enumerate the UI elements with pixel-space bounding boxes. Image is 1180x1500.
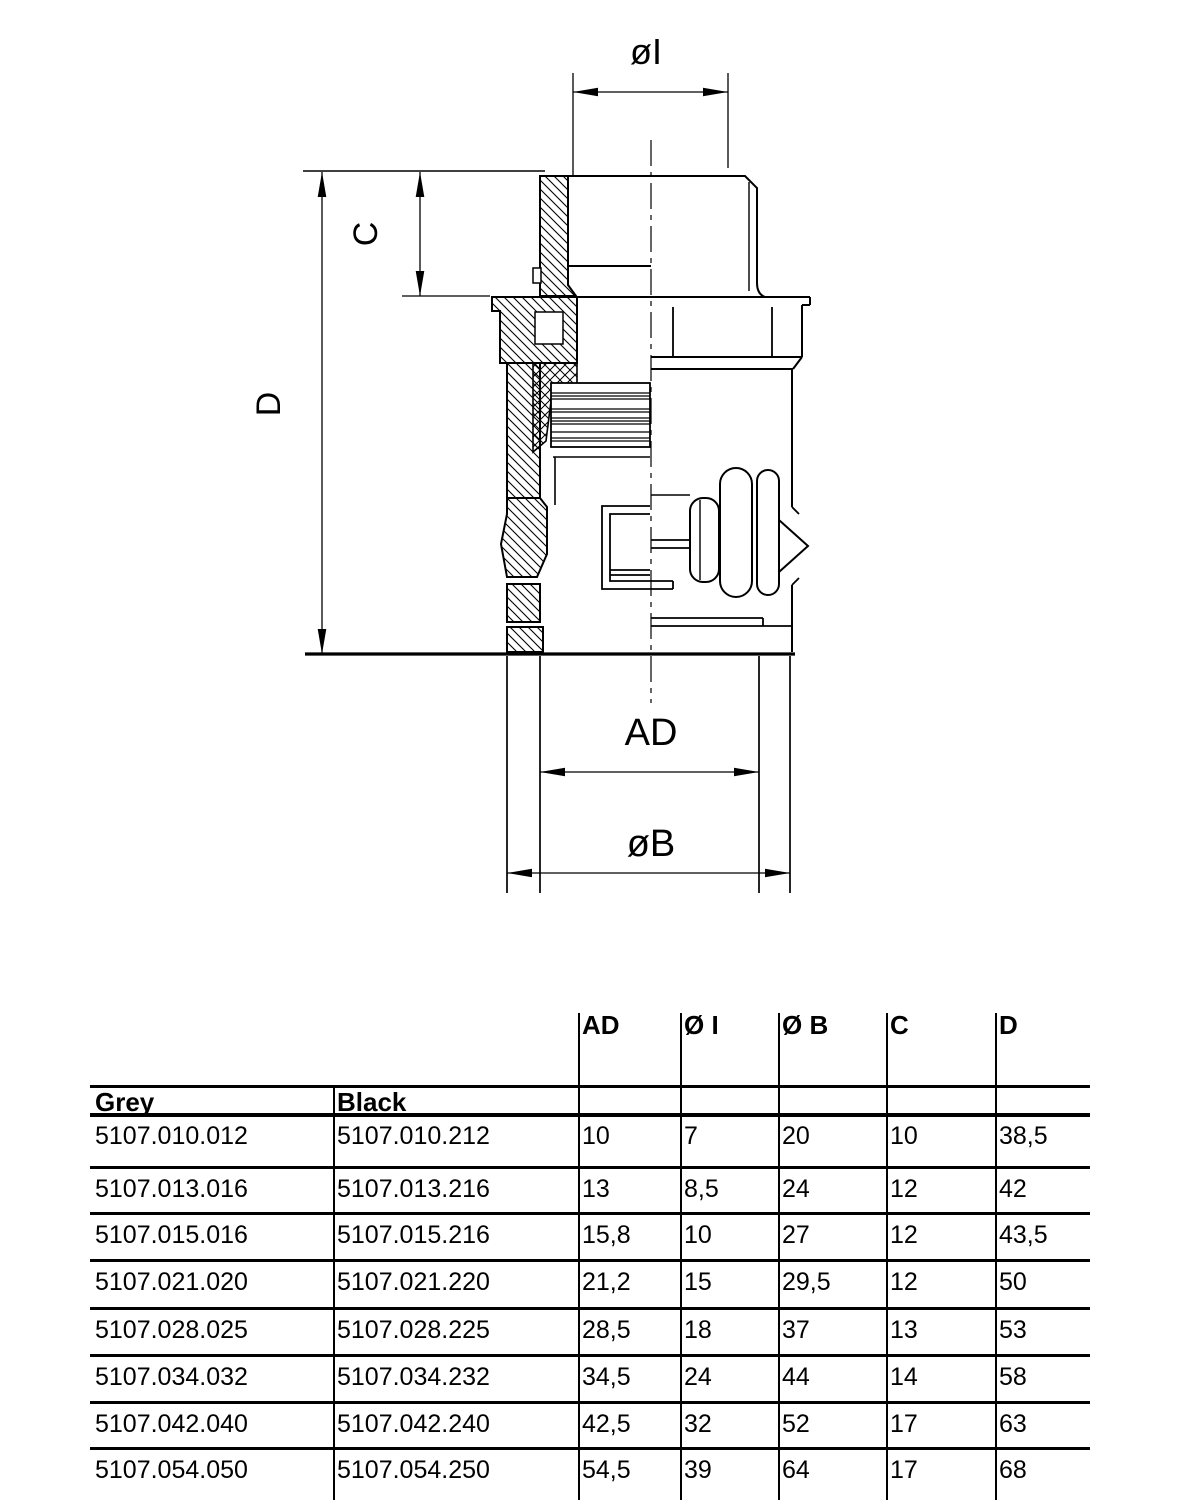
part-number-grey: 5107.021.020 — [95, 1268, 248, 1296]
value-ad: 28,5 — [582, 1316, 631, 1344]
value-c: 14 — [890, 1363, 918, 1391]
part-number-black: 5107.013.216 — [337, 1175, 490, 1203]
value-d: 38,5 — [999, 1122, 1048, 1150]
value-c: 12 — [890, 1268, 918, 1296]
value-ad: 42,5 — [582, 1410, 631, 1438]
value-dia-i: 10 — [684, 1221, 712, 1249]
col-header-dia-i: Ø I — [684, 1010, 719, 1040]
value-ad: 15,8 — [582, 1221, 631, 1249]
value-dia-i: 32 — [684, 1410, 712, 1438]
value-dia-i: 8,5 — [684, 1175, 719, 1203]
col-header-black: Black — [337, 1087, 407, 1117]
value-d: 68 — [999, 1456, 1027, 1484]
value-dia-b: 44 — [782, 1363, 810, 1391]
part-number-grey: 5107.013.016 — [95, 1175, 248, 1203]
grid-line — [90, 1401, 1090, 1404]
dim-label-d: D — [250, 391, 288, 417]
value-dia-b: 27 — [782, 1221, 810, 1249]
part-number-black: 5107.042.240 — [337, 1410, 490, 1438]
value-dia-b: 64 — [782, 1456, 810, 1484]
dim-label-dia-i: øI — [630, 31, 662, 72]
part-number-black: 5107.034.232 — [337, 1363, 490, 1391]
value-c: 13 — [890, 1316, 918, 1344]
col-header-ad: AD — [582, 1010, 620, 1040]
value-d: 58 — [999, 1363, 1027, 1391]
value-dia-i: 15 — [684, 1268, 712, 1296]
hose-barb-ridges — [551, 383, 650, 505]
value-ad: 10 — [582, 1122, 610, 1150]
value-dia-b: 52 — [782, 1410, 810, 1438]
value-dia-b: 24 — [782, 1175, 810, 1203]
value-d: 43,5 — [999, 1221, 1048, 1249]
value-c: 12 — [890, 1221, 918, 1249]
grid-line — [90, 1085, 1090, 1088]
grid-line — [90, 1212, 1090, 1215]
part-number-black: 5107.010.212 — [337, 1122, 490, 1150]
value-c: 17 — [890, 1456, 918, 1484]
part-number-black: 5107.021.220 — [337, 1268, 490, 1296]
part-number-grey: 5107.015.016 — [95, 1221, 248, 1249]
value-ad: 13 — [582, 1175, 610, 1203]
value-d: 42 — [999, 1175, 1027, 1203]
part-number-grey: 5107.054.050 — [95, 1456, 248, 1484]
value-d: 50 — [999, 1268, 1027, 1296]
part-number-grey: 5107.028.025 — [95, 1316, 248, 1344]
grid-line — [90, 1113, 1090, 1117]
dim-label-ad: AD — [624, 712, 678, 754]
value-d: 53 — [999, 1316, 1027, 1344]
value-dia-i: 39 — [684, 1456, 712, 1484]
value-dia-i: 18 — [684, 1316, 712, 1344]
value-c: 12 — [890, 1175, 918, 1203]
grid-line — [90, 1447, 1090, 1450]
value-dia-b: 29,5 — [782, 1268, 831, 1296]
grid-line — [90, 1307, 1090, 1310]
part-number-black: 5107.054.250 — [337, 1456, 490, 1484]
dim-label-c: C — [347, 221, 385, 247]
value-c: 17 — [890, 1410, 918, 1438]
value-d: 63 — [999, 1410, 1027, 1438]
dim-label-dia-b: øB — [626, 823, 676, 865]
grid-line — [90, 1354, 1090, 1357]
grid-line — [90, 1259, 1090, 1262]
part-number-black: 5107.028.225 — [337, 1316, 490, 1344]
value-c: 10 — [890, 1122, 918, 1150]
part-number-grey: 5107.042.040 — [95, 1410, 248, 1438]
col-header-d: D — [999, 1010, 1018, 1040]
col-header-c: C — [890, 1010, 909, 1040]
value-dia-b: 20 — [782, 1122, 810, 1150]
value-dia-b: 37 — [782, 1316, 810, 1344]
value-dia-i: 7 — [684, 1122, 698, 1150]
value-ad: 34,5 — [582, 1363, 631, 1391]
part-number-grey: 5107.010.012 — [95, 1122, 248, 1150]
grid-line — [333, 1087, 335, 1500]
value-ad: 54,5 — [582, 1456, 631, 1484]
col-header-dia-b: Ø B — [782, 1010, 829, 1040]
part-number-black: 5107.015.216 — [337, 1221, 490, 1249]
grid-line — [90, 1166, 1090, 1169]
value-dia-i: 24 — [684, 1363, 712, 1391]
part-number-grey: 5107.034.032 — [95, 1363, 248, 1391]
col-header-grey: Grey — [95, 1087, 155, 1117]
value-ad: 21,2 — [582, 1268, 631, 1296]
